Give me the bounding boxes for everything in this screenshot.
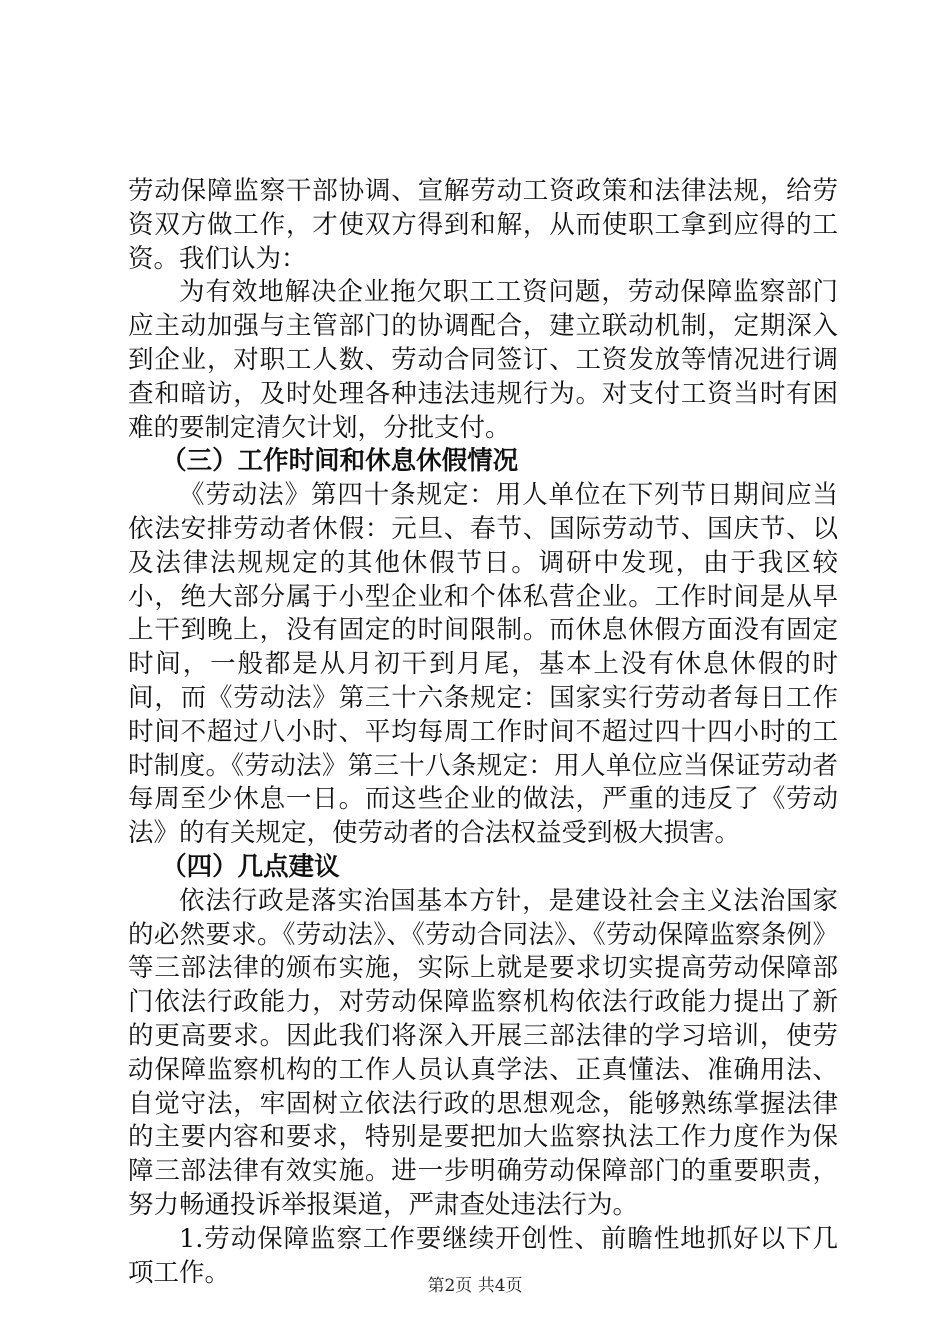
section-heading: （三）工作时间和休息休假情况 — [161, 446, 519, 477]
paragraph: 《劳动法》第四十条规定：用人单位在下列节日期间应当依法安排劳动者休假：元旦、春节、国际劳动节、国庆节、以及法律法规规定的其他休假节日。调研中发现，由于我区较小，绝大部分属于小型企业和个体私营企业。工作时间是从早上干到晚上，没有固定的时间限制。而休息休假方面没有固定时间，一般都是从月初干到月尾，基本上没有休息休假的时间，而《劳动法》第三十六条规定：国家实行劳动者每日工作时间不超过八小时、平均每周工作时间不超过四十四小时的工时制度。《劳动法》第三十八条规定：用人单位应当保证劳动者每周至少休息一日。而这些企业的做法，严重的违反了《劳动法》的有关规定，使劳动者的合法权益受到极大损害。 — [128, 480, 838, 849]
paragraph: 1.劳动保障监察工作要继续开创性、前瞻性地抓好以下几项工作。 — [128, 1223, 838, 1288]
page-footer: 第2页 共4页 — [427, 1276, 523, 1296]
paragraph: 劳动保障监察干部协调、宣解劳动工资政策和法律法规，给劳资双方做工作，才使双方得到和解，从而使职工拿到应得的工资。我们认为： — [128, 176, 838, 274]
paragraph: 为有效地解决企业拖欠职工工资问题，劳动保障监察部门应主动加强与主管部门的协调配合，建立联动机制，定期深入到企业，对职工人数、劳动合同签订、工资发放等情况进行调查和暗访，及时处理各种违法违规行为。对支付工资当时有困难的要制定清欠计划，分批支付。 — [128, 277, 838, 443]
document-body — [128, 175, 838, 1290]
section-heading: （四）几点建议 — [161, 851, 340, 882]
paragraph: 依法行政是落实治国基本方针，是建设社会主义法治国家的必然要求。《劳动法》、《劳动合同法》、《劳动保障监察条例》等三部法律的颁布实施，实际上就是要求切实提高劳动保障部门依法行政能力，对劳动保障监察机构依法行政能力提出了新的更高要求。因此我们将深入开展三部法律的学习培训，使劳动保障监察机构的工作人员认真学法、正真懂法、准确用法、自觉守法，牢固树立依法行政的思想观念，能够熟练掌握法律的主要内容和要求，特别是要把加大监察执法工作力度作为保障三部法律有效实施。进一步明确劳动保障部门的重要职责，努力畅通投诉举报渠道，严肃查处违法行为。 — [128, 885, 838, 1220]
